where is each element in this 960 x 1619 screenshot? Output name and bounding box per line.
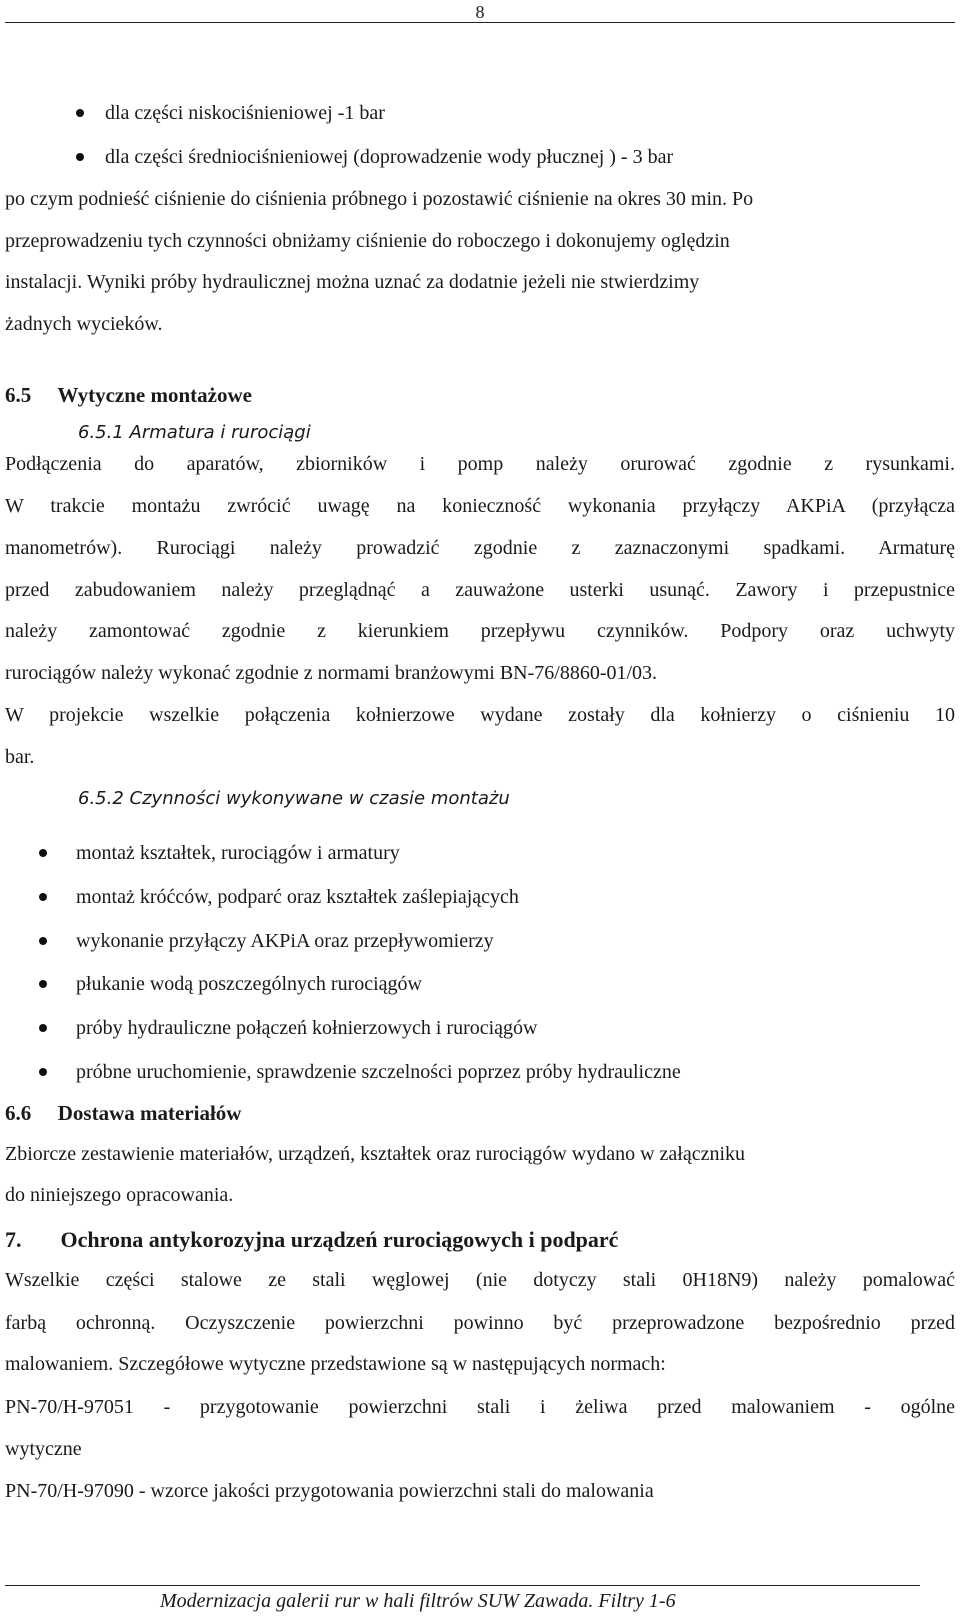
- list-item: [76, 841, 400, 865]
- list-item-text: próbne uruchomienie, sprawdzenie szczelności poprzez próby hydrauliczne: [76, 1061, 681, 1083]
- bullet-dot-icon: [39, 893, 47, 901]
- bullet-dot-icon: [39, 1024, 47, 1032]
- bullet-dot-icon: [39, 980, 47, 988]
- section-heading-7: [5, 1228, 618, 1252]
- paragraph-line: przed zabudowaniem należy przeglądnąć a zauważone usterki usunąć. Zawory i przepustnice: [5, 579, 955, 601]
- paragraph-line: manometrów). Rurociągi należy prowadzić zgodnie z zaznaczonymi spadkami. Armaturę: [5, 537, 955, 559]
- paragraph-line: Wszelkie części stalowe ze stali węglowej (nie dotyczy stali 0H18N9) należy pomalować: [5, 1269, 955, 1291]
- list-item: [76, 972, 422, 996]
- footer-text: Modernizacja galerii rur w hali filtrów SUW Zawada. Filtry 1-6: [160, 1590, 676, 1612]
- paragraph-line: przeprowadzeniu tych czynności obniżamy ciśnienie do roboczego i dokonujemy oględzin: [5, 230, 730, 252]
- bullet-dot-icon: [39, 1068, 47, 1076]
- list-item-text: płukanie wodą poszczególnych rurociągów: [76, 973, 422, 995]
- list-item: [76, 1016, 537, 1040]
- paragraph-line: Zbiorcze zestawienie materiałów, urządzeń, kształtek oraz rurociągów wydano w załączniku: [5, 1143, 746, 1165]
- list-item-text: montaż kształtek, rurociągów i armatury: [76, 842, 400, 864]
- list-item: [76, 885, 519, 909]
- section-heading-6-5: [5, 383, 252, 407]
- paragraph-line: wytyczne: [5, 1438, 82, 1460]
- section-number: 6.5: [5, 383, 32, 407]
- bullet-dot-icon: [39, 849, 47, 857]
- paragraph-line: po czym podnieść ciśnienie do ciśnienia próbnego i pozostawić ciśnienie na okres 30 min. Po: [5, 188, 754, 210]
- bullet-item: [105, 145, 673, 169]
- bullet-text: dla części średniociśnieniowej (doprowadzenie wody płucznej ) - 3 bar: [105, 146, 674, 168]
- paragraph-line: rurociągów należy wykonać zgodnie z normami branżowymi BN-76/8860-01/03.: [5, 662, 658, 684]
- subsection-heading-6-5-1: 6.5.1 Armatura i rurociągi: [78, 422, 311, 443]
- page-number: 8: [475, 2, 485, 22]
- subsection-heading-6-5-2: 6.5.2 Czynności wykonywane w czasie montażu: [78, 788, 510, 809]
- section-title: Wytyczne montażowe: [57, 383, 252, 407]
- bullet-dot-icon: [76, 109, 84, 117]
- section-heading-6-6: [5, 1101, 241, 1125]
- list-item-text: montaż króćców, podparć oraz kształtek zaślepiających: [76, 886, 519, 908]
- paragraph-line: PN-70/H-97051 - przygotowanie powierzchni stali i żeliwa przed malowaniem - ogólne: [5, 1396, 955, 1418]
- top-rule: [5, 22, 955, 23]
- list-item: [76, 929, 494, 953]
- paragraph-line: malowaniem. Szczegółowe wytyczne przedstawione są w następujących normach:: [5, 1353, 666, 1375]
- paragraph-line: Podłączenia do aparatów, zbiorników i pomp należy orurować zgodnie z rysunkami.: [5, 453, 955, 475]
- paragraph-line: farbą ochronną. Oczyszczenie powierzchni powinno być przeprowadzone bezpośrednio przed: [5, 1312, 955, 1334]
- paragraph-line: W projekcie wszelkie połączenia kołnierzowe wydane zostały dla kołnierzy o ciśnieniu 10: [5, 704, 955, 726]
- section-title: Ochrona antykorozyjna urządzeń rurociągowych i podparć: [60, 1227, 619, 1252]
- section-number: 6.6: [5, 1101, 32, 1125]
- list-item-text: wykonanie przyłączy AKPiA oraz przepływomierzy: [76, 930, 494, 952]
- bullet-dot-icon: [76, 153, 84, 161]
- list-item: [76, 1060, 681, 1084]
- paragraph-line: do niniejszego opracowania.: [5, 1184, 234, 1206]
- bullet-text: dla części niskociśnieniowej -1 bar: [105, 102, 385, 124]
- paragraph-line: bar.: [5, 746, 35, 768]
- section-title: Dostawa materiałów: [57, 1101, 242, 1125]
- bullet-item: [105, 101, 385, 125]
- paragraph-line: W trakcie montażu zwrócić uwagę na konieczność wykonania przyłączy AKPiA (przyłącza: [5, 495, 955, 517]
- paragraph-line: PN-70/H-97090 - wzorce jakości przygotowania powierzchni stali do malowania: [5, 1480, 654, 1502]
- bottom-rule: [5, 1585, 920, 1586]
- paragraph-line: instalacji. Wyniki próby hydraulicznej można uznać za dodatnie jeżeli nie stwierdzimy: [5, 271, 700, 293]
- section-number: 7.: [5, 1227, 22, 1252]
- list-item-text: próby hydrauliczne połączeń kołnierzowych i rurociągów: [76, 1017, 538, 1039]
- paragraph-line: żadnych wycieków.: [5, 313, 163, 335]
- paragraph-line: należy zamontować zgodnie z kierunkiem przepływu czynników. Podpory oraz uchwyty: [5, 620, 955, 642]
- bullet-dot-icon: [39, 937, 47, 945]
